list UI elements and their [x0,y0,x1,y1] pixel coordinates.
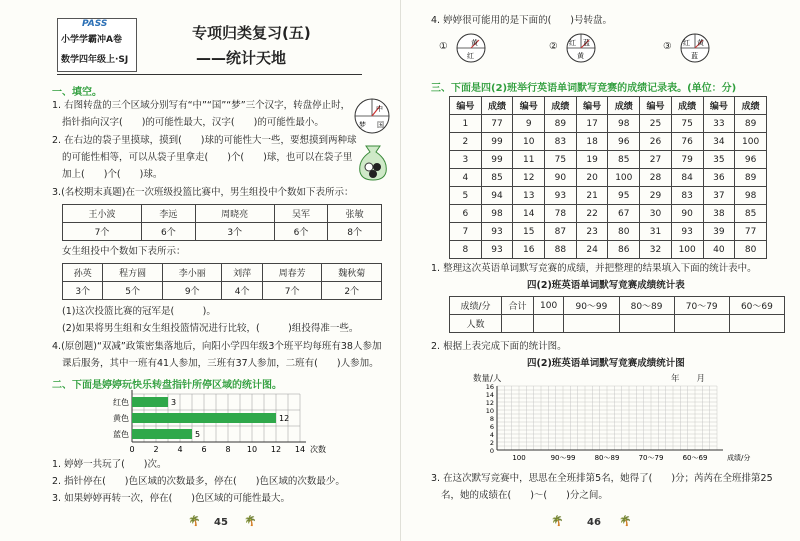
table-row [450,133,767,151]
table-cell: 90 [671,205,703,223]
table-cell: 周晓亮 [195,205,274,223]
table-cell: 20 [576,169,608,187]
table-cell: 40 [703,241,735,259]
table-row [63,205,382,223]
table-cell: 80～89 [619,297,674,315]
section-2-heading: 二、下面是婷婷玩快乐转盘指针所停区域的统计图。 [52,380,282,391]
table-cell: 83 [545,133,577,151]
bar [132,429,192,439]
table-cell: 98 [735,187,767,205]
table-cell: 76 [671,133,703,151]
table-cell: 张敏 [328,205,382,223]
table-cell: 89 [735,115,767,133]
table-cell: 80 [735,241,767,259]
table-cell: 28 [640,169,672,187]
q2-line-2: 的可能性相等，可以从袋子里拿走( )个( )球，也可以在袋子里 [62,152,353,163]
table-cell: 15 [513,223,545,241]
table-cell: 70～79 [674,297,729,315]
table-cell: 7个 [63,223,142,241]
table-cell: 成绩/分 [450,297,502,315]
table-cell: 26 [640,133,672,151]
table-cell: 90 [545,169,577,187]
ball-bag-illustration [356,140,390,182]
table-cell: 96 [735,151,767,169]
tick-label: 2 [153,445,159,454]
table-cell: 魏秋菊 [322,264,382,282]
table-cell: 24 [576,241,608,259]
chart-date: 年 月 [671,374,706,384]
spinner-option-2-number: ② [549,41,558,52]
data-label: 12 [279,414,290,423]
table-cell: 10 [513,133,545,151]
table-cell: 38 [703,205,735,223]
table-header-cell: 成绩 [545,97,577,115]
q3-part-1: (1)这次投篮比赛的冠军是( )。 [62,306,216,317]
table-row [450,241,767,259]
spinner-option-2[interactable] [565,32,597,64]
score-record-table [449,96,767,259]
data-label: 3 [171,398,177,407]
table-row [450,205,767,223]
s2-q3: 3. 如果婷婷再转一次，停在( )色区域的可能性最大。 [52,493,290,504]
table-cell: 85 [735,205,767,223]
table-cell: 98 [481,205,513,223]
table-header-cell: 成绩 [481,97,513,115]
girls-score-table [62,263,382,300]
stat-table-title: 四(2)班英语单词默写竞赛成绩统计表 [527,280,685,291]
table-cell: 19 [576,151,608,169]
table-cell: 7 [450,223,482,241]
table-row [63,264,382,282]
table-cell: 84 [671,169,703,187]
tick-label: 6 [489,423,494,431]
answer-cell[interactable] [729,315,784,333]
spinner-1-label: 黄 [471,39,478,47]
r-q2: 2. 根据上表完成下面的统计图。 [431,341,567,352]
tick-label: 6 [201,445,207,454]
table-cell: 31 [640,223,672,241]
category-label: 黄色 [113,414,129,423]
table-cell: 93 [481,223,513,241]
table-cell: 78 [545,205,577,223]
spinner-2-label: 红 [569,39,576,47]
table-row [450,315,785,333]
spinner-char-meng: 梦 [359,121,366,129]
table-row [63,282,382,300]
table-cell: 93 [481,241,513,259]
blank-stat-chart[interactable] [471,384,791,464]
table-cell: 王小波 [63,205,142,223]
table-cell: 17 [576,115,608,133]
table-cell: 79 [671,151,703,169]
axis-label: 成绩/分 [727,454,751,462]
table-cell: 13 [513,187,545,205]
table-cell: 3 [450,151,482,169]
table-cell: 100 [671,241,703,259]
answer-cell[interactable] [533,315,563,333]
category-label: 80～89 [594,454,620,462]
table-cell: 86 [608,241,640,259]
data-label: 5 [195,430,201,439]
spinner-bar-chart [100,388,360,456]
table-cell: 100 [608,169,640,187]
table-header-cell: 编号 [640,97,672,115]
table-row [450,297,785,315]
stat-chart-title: 四(2)班英语单词默写竞赛成绩统计图 [527,358,685,369]
table-cell: 6 [450,205,482,223]
table-cell: 27 [640,151,672,169]
category-label: 60～69 [682,454,708,462]
spinner-char-zhong: 中 [376,105,383,113]
table-cell: 合计 [502,297,534,315]
tick-label: 0 [129,445,135,454]
table-cell: 75 [671,115,703,133]
table-cell: 1 [450,115,482,133]
table-header-cell: 编号 [513,97,545,115]
table-row [63,223,382,241]
table-cell: 93 [671,223,703,241]
table-header-cell: 编号 [703,97,735,115]
table-cell: 88 [545,241,577,259]
table-cell: 16 [513,241,545,259]
table-cell: 21 [576,187,608,205]
table-cell: 9个 [162,282,222,300]
tick-label: 14 [294,445,306,454]
table-cell: 85 [608,151,640,169]
table-cell: 3个 [195,223,274,241]
table-cell: 89 [545,115,577,133]
tick-label: 8 [225,445,231,454]
chart-ylabel: 数量/人 [473,374,502,384]
table-cell: 90～99 [564,297,619,315]
table-cell: 孙英 [63,264,103,282]
spinner-option-3-number: ③ [663,41,672,52]
q3-intro: 3.(名校期末真题)在一次班级投篮比赛中，男生组投中个数如下表所示： [52,187,354,198]
table-cell: 98 [608,115,640,133]
table-row [450,187,767,205]
spinner-3-label: 蓝 [691,52,698,60]
table-cell: 29 [640,187,672,205]
table-cell: 99 [481,133,513,151]
page-decoration-right: 🌴 [551,516,564,527]
spinner-3-label: 红 [683,39,690,47]
tick-label: 10 [485,407,494,415]
s2-q1: 1. 婷婷一共玩了( )次。 [52,459,167,470]
tick-label: 16 [485,384,494,391]
table-header-cell: 编号 [450,97,482,115]
table-cell: 100 [533,297,563,315]
category-label: 70～79 [638,454,664,462]
table-cell: 11 [513,151,545,169]
table-header-cell: 成绩 [671,97,703,115]
table-cell: 周春芳 [262,264,322,282]
tick-label: 14 [485,391,494,399]
table-cell: 18 [576,133,608,151]
category-label: 90～99 [550,454,576,462]
table-cell: 9 [513,115,545,133]
table-cell: 93 [545,187,577,205]
answer-cell[interactable] [619,315,674,333]
q4-line-2: 课后服务，其中一班有41人参加，三班有37人参加，二班有( )人参加。 [62,358,379,369]
table-row [450,151,767,169]
table-cell: 85 [481,169,513,187]
table-cell: 94 [481,187,513,205]
q1-line-1: 1. 右图转盘的三个区域分别写有“中”“国”“梦”三个汉字，转盘停止时， [52,100,351,111]
tick-label: 0 [489,447,494,455]
boys-score-table [62,204,382,241]
table-cell: 6个 [142,223,196,241]
tick-label: 2 [489,439,494,447]
table-row [450,223,767,241]
spinner-1-label: 红 [467,52,474,60]
grade-label: 数学四年级上·SJ [61,55,129,65]
table-cell: 67 [608,205,640,223]
page-decoration-right-2: 🌴 [619,516,632,527]
q4-line-1: 4.(原创题)“双减”政策密集落地后，向阳小学四年级3个班平均每班有38人参加 [52,341,382,352]
page-number-right: 46 [587,517,601,528]
bar [132,397,168,407]
table-cell: 37 [703,187,735,205]
table-cell: 87 [545,223,577,241]
table-cell: 25 [640,115,672,133]
tick-label: 12 [485,399,494,407]
answer-cell[interactable] [674,315,729,333]
spinner-char-guo: 国 [377,121,384,129]
spinner-option-1-number: ① [439,41,448,52]
table-cell: 60～69 [729,297,784,315]
table-header-cell: 成绩 [608,97,640,115]
tick-label: 4 [489,431,494,439]
page-decoration-left: 🌴 [188,516,201,527]
spinner-2-label: 蓝 [583,39,590,47]
table-cell: 30 [640,205,672,223]
section-3-heading: 三、下面是四(2)班举行英语单词默写竞赛的成绩记录表。(单位：分) [431,83,737,94]
spinner-3-label: 黄 [697,39,704,47]
table-cell: 34 [703,133,735,151]
page-decoration-left-2: 🌴 [244,516,257,527]
table-cell: 23 [576,223,608,241]
table-cell: 4 [450,169,482,187]
answer-cell[interactable] [502,315,534,333]
stat-table [449,296,785,333]
table-cell: 6个 [274,223,328,241]
spinner-illustration [352,96,392,136]
table-cell: 李小丽 [162,264,222,282]
tick-label: 12 [270,445,282,454]
tick-label: 4 [177,445,183,454]
girls-intro: 女生组投中个数如下表所示： [62,246,186,257]
table-cell: 人数 [450,315,502,333]
table-cell: 35 [703,151,735,169]
r-q3-line-2: 名，她的成绩在( )～( )分之间。 [441,490,608,501]
table-row [450,115,767,133]
table-header-cell: 编号 [576,97,608,115]
table-cell: 7个 [262,282,322,300]
table-cell: 96 [608,133,640,151]
table-header-row [450,97,767,115]
table-cell: 89 [735,169,767,187]
table-cell: 33 [703,115,735,133]
tick-label: 8 [489,415,494,423]
table-header-cell: 成绩 [735,97,767,115]
q1-line-2: 指针指向汉字( )的可能性最大，汉字( )的可能性最小。 [62,117,324,128]
table-cell: 3个 [63,282,103,300]
table-cell: 2 [450,133,482,151]
table-cell: 8个 [328,223,382,241]
table-cell: 99 [481,151,513,169]
s2-q2: 2. 指针停在( )色区域的次数最多，停在( )色区域的次数最少。 [52,476,345,487]
section-1-heading: 一、填空。 [52,87,102,98]
table-cell: 83 [671,187,703,205]
brand-logo: PASS [82,19,108,29]
r-q3-line-1: 3. 在这次默写竞赛中，思思在全班排第5名，她得了( )分；芮芮在全班排第25 [431,473,773,484]
table-cell: 75 [545,151,577,169]
q2-line-3: 加上( )个( )球。 [62,169,163,180]
table-cell: 5 [450,187,482,205]
table-cell: 39 [703,223,735,241]
right-page [400,0,800,541]
table-cell: 77 [481,115,513,133]
table-cell: 95 [608,187,640,205]
table-cell: 刘萍 [222,264,262,282]
table-cell: 36 [703,169,735,187]
table-cell: 32 [640,241,672,259]
category-label: 红色 [113,398,129,407]
table-cell: 80 [608,223,640,241]
category-label: 100 [512,454,526,462]
q2-line-1: 2. 在右边的袋子里摸球，摸到( )球的可能性大一些，要想摸到两种球 [52,135,357,146]
table-cell: 5个 [103,282,163,300]
table-cell: 12 [513,169,545,187]
table-cell: 100 [735,133,767,151]
spinner-2-label: 黄 [577,52,584,60]
page-number-left: 45 [214,517,228,528]
r-q4: 4. 婷婷很可能用的是下面的( )号转盘。 [431,15,612,26]
header-divider [57,74,362,75]
table-cell: 程方圆 [103,264,163,282]
table-cell: 14 [513,205,545,223]
q3-part-2: (2)如果将男生组和女生组投篮情况进行比较，( )组投得准一些。 [62,323,359,334]
page-subtitle: ——统计天地 [196,49,287,67]
table-cell: 22 [576,205,608,223]
answer-cell[interactable] [564,315,619,333]
table-cell: 77 [735,223,767,241]
series-title: 小学学霸冲A卷 [61,35,122,45]
table-cell: 吴军 [274,205,328,223]
table-cell: 8 [450,241,482,259]
spinner-option-3[interactable] [679,32,711,64]
page-title: 专项归类复习(五) [192,24,311,42]
table-row [450,169,767,187]
r-q1: 1. 整理这次英语单词默写竞赛的成绩，并把整理的结果填入下面的统计表中。 [431,263,757,274]
axis-label: 次数 [310,445,326,454]
category-label: 蓝色 [113,430,129,439]
spinner-option-1[interactable] [455,32,487,64]
bar [132,413,276,423]
tick-label: 10 [246,445,258,454]
table-cell: 李远 [142,205,196,223]
table-cell: 4个 [222,282,262,300]
table-cell: 2个 [322,282,382,300]
